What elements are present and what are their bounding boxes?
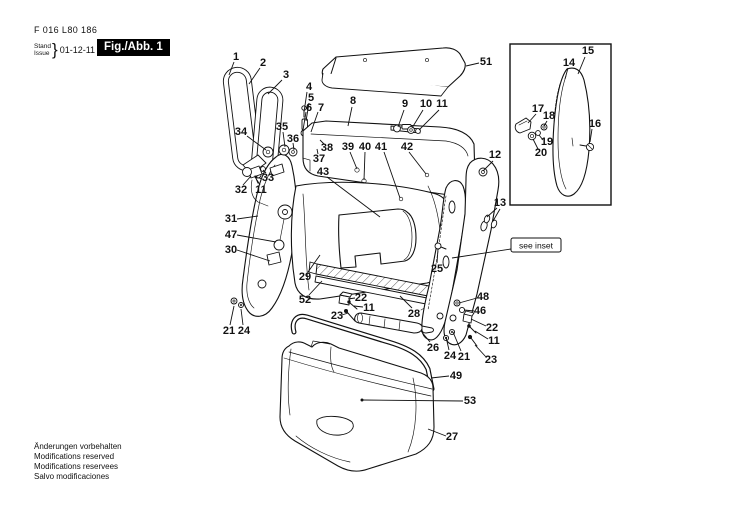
callout-32	[235, 176, 251, 196]
callout-label-23: 23	[330, 310, 344, 322]
footer-line-es: Salvo modificaciones	[34, 472, 110, 481]
see-inset-label: see inset	[518, 240, 554, 251]
brace-glyph: }	[52, 40, 58, 59]
callout-label-27: 27	[445, 431, 459, 443]
figure-label-box: Fig./Abb. 1	[97, 39, 170, 56]
callout-label-38: 38	[320, 142, 334, 154]
callout-23	[475, 345, 497, 366]
callout-label-33: 33	[261, 172, 275, 184]
callout-label-24: 24	[237, 325, 251, 337]
callout-24	[238, 309, 251, 337]
part-washer-20	[528, 132, 536, 140]
callout-label-10: 10	[419, 98, 433, 110]
callout-label-35: 35	[275, 121, 289, 133]
callout-label-9: 9	[401, 98, 409, 110]
footer-line-en: Modifications reserved	[34, 452, 115, 461]
callout-label-47: 47	[224, 229, 238, 241]
callout-label-48: 48	[476, 291, 490, 303]
callout-label-19: 19	[540, 136, 554, 148]
callout-label-3: 3	[282, 69, 290, 81]
callout-label-11: 11	[436, 98, 448, 110]
callout-label-11: 11	[488, 335, 500, 347]
callout-label-28: 28	[407, 308, 421, 320]
callout-label-15: 15	[581, 45, 595, 57]
part-grass-box-27	[280, 341, 434, 471]
callout-label-37: 37	[312, 153, 326, 165]
callout-label-51: 51	[479, 56, 493, 68]
callout-label-8: 8	[349, 95, 357, 107]
callout-label-52: 52	[298, 294, 312, 306]
callout-label-5: 5	[307, 92, 315, 104]
callout-label-24: 24	[443, 350, 457, 362]
callout-label-34: 34	[234, 126, 248, 138]
callout-label-53: 53	[463, 395, 477, 407]
callout-label-22: 22	[354, 292, 368, 304]
callout-label-20: 20	[534, 147, 548, 159]
part-nut-18	[541, 124, 547, 130]
callout-label-29: 29	[298, 271, 312, 283]
callout-label-36: 36	[286, 133, 300, 145]
callout-8	[348, 95, 356, 126]
callout-label-39: 39	[341, 141, 355, 153]
document-number: F 016 L80 186	[34, 25, 98, 35]
callout-10	[412, 98, 432, 128]
part-rear-flap-51	[322, 48, 465, 96]
callout-label-40: 40	[358, 141, 372, 153]
callout-label-26: 26	[426, 342, 440, 354]
callout-label-21: 21	[457, 351, 471, 363]
callout-label-25: 25	[430, 263, 444, 275]
callout-label-12: 12	[488, 149, 502, 161]
callout-label-11: 11	[363, 302, 375, 314]
callout-label-2: 2	[259, 57, 267, 69]
callout-label-22: 22	[485, 322, 499, 334]
callout-label-49: 49	[449, 370, 463, 382]
callout-label-30: 30	[224, 244, 238, 256]
callout-label-14: 14	[562, 57, 576, 69]
callout-label-1: 1	[232, 51, 240, 63]
callout-label-6: 6	[305, 102, 313, 114]
callout-label-13: 13	[493, 197, 507, 209]
callout-label-18: 18	[542, 110, 556, 122]
issue-date: 01-12-11	[59, 45, 96, 55]
issue-label: Issue	[34, 50, 50, 57]
callout-38	[320, 140, 333, 154]
callout-label-21: 21	[222, 325, 236, 337]
callout-label-7: 7	[317, 102, 325, 114]
callout-label-11: 11	[255, 184, 267, 196]
callout-9	[398, 98, 408, 127]
callout-label-16: 16	[588, 118, 602, 130]
footer-line-de: Änderungen vorbehalten	[34, 442, 122, 451]
callout-label-23: 23	[484, 354, 498, 366]
callout-2	[249, 57, 266, 84]
callout-21	[223, 306, 235, 337]
part-washer-19	[536, 131, 541, 136]
callout-label-42: 42	[400, 141, 414, 153]
callout-label-17: 17	[531, 103, 545, 115]
callout-49	[431, 370, 462, 382]
callout-label-43: 43	[316, 166, 330, 178]
callout-label-46: 46	[473, 305, 487, 317]
callout-label-41: 41	[374, 141, 388, 153]
callout-label-4: 4	[305, 81, 313, 93]
callout-label-31: 31	[224, 213, 238, 225]
callout-label-32: 32	[234, 184, 248, 196]
callout-51	[466, 56, 492, 68]
callout-33	[262, 170, 274, 184]
footer-line-fr: Modifications reservees	[34, 462, 119, 471]
stand-label: Stand	[34, 43, 51, 50]
part-washers-21-24-left	[231, 298, 244, 308]
